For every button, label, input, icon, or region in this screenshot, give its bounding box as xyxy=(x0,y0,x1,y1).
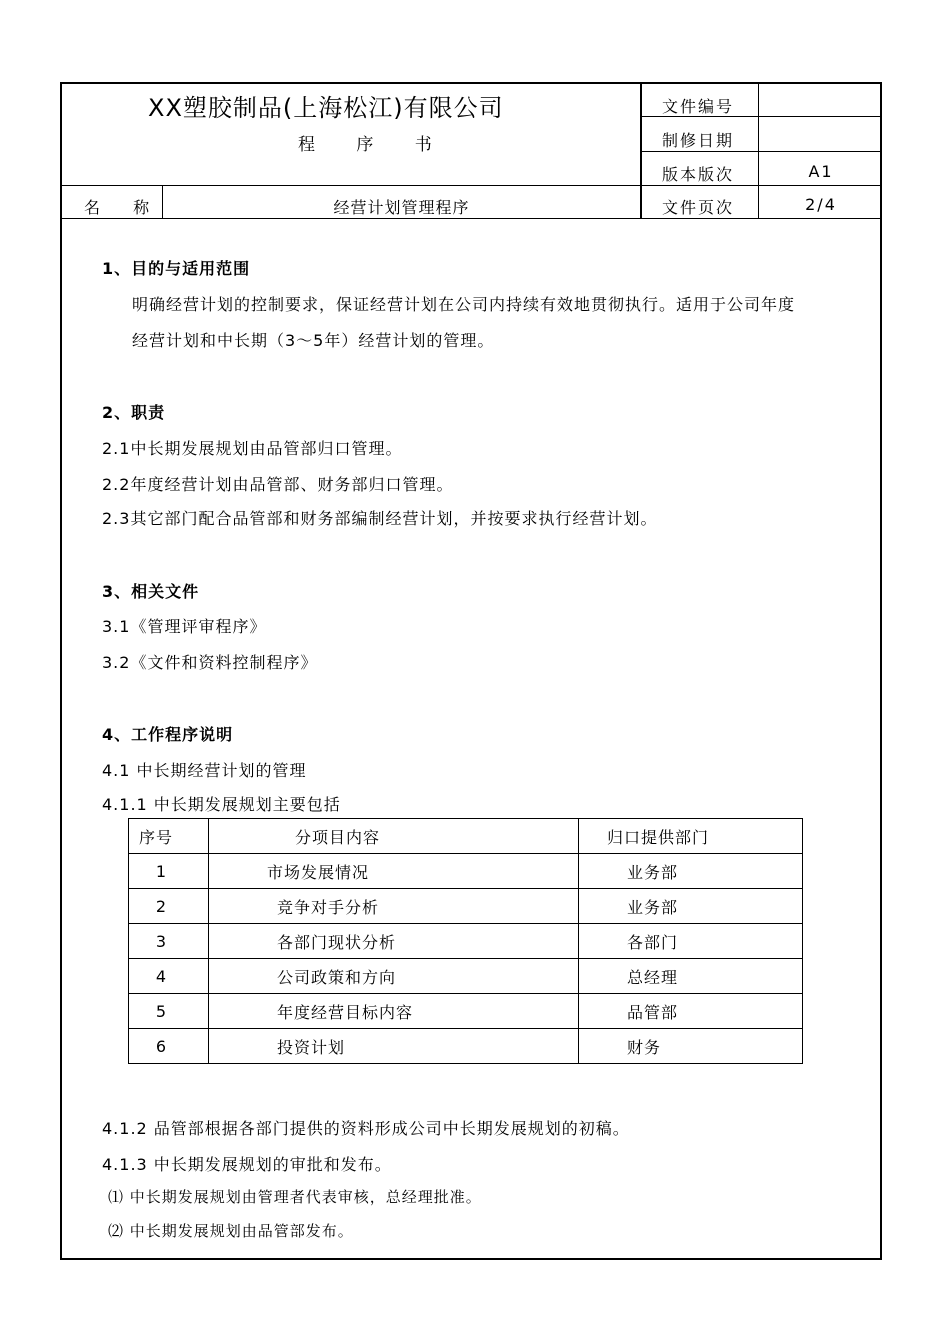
table-cell-department: 财务 xyxy=(579,1029,803,1064)
table-cell-content: 年度经营目标内容 xyxy=(209,994,579,1029)
table-cell-content: 公司政策和方向 xyxy=(209,959,579,994)
list-item: ⑴ 中长期发展规划由管理者代表审核，总经理批准。 xyxy=(108,1188,482,1206)
paragraph: 3.2《文件和资料控制程序》 xyxy=(102,653,318,672)
table-cell-number: 2 xyxy=(129,889,209,924)
table-cell-number: 1 xyxy=(129,854,209,889)
header-row-line xyxy=(642,151,880,152)
name-value: 经营计划管理程序 xyxy=(333,198,470,217)
paragraph: 4.1.2 品管部根据各部门提供的资料形成公司中长期发展规划的初稿。 xyxy=(102,1119,630,1138)
section-title: 1、目的与适用范围 xyxy=(102,259,251,278)
name-label: 名 称 xyxy=(84,198,164,217)
paragraph: 2.3其它部门配合品管部和财务部编制经营计划，并按要求执行经营计划。 xyxy=(102,509,658,528)
table-row xyxy=(129,924,803,959)
table-cell-number: 5 xyxy=(129,994,209,1029)
table-cell-content: 投资计划 xyxy=(209,1029,579,1064)
document-header xyxy=(62,84,880,219)
table-cell-department: 总经理 xyxy=(579,959,803,994)
table-header-cell: 归口提供部门 xyxy=(579,819,803,854)
table-row xyxy=(129,994,803,1029)
table-cell-content: 各部门现状分析 xyxy=(209,924,579,959)
field-label-revision-date: 制修日期 xyxy=(662,131,735,150)
table-row xyxy=(129,889,803,924)
table-row xyxy=(129,854,803,889)
table-header-cell: 分项目内容 xyxy=(209,819,579,854)
paragraph: 明确经营计划的控制要求，保证经营计划在公司内持续有效地贯彻执行。适用于公司年度 xyxy=(132,295,796,314)
table-cell-department: 各部门 xyxy=(579,924,803,959)
table-cell-content: 市场发展情况 xyxy=(209,854,579,889)
paragraph: 4.1 中长期经营计划的管理 xyxy=(102,761,307,780)
document-type: 程 序 书 xyxy=(298,135,450,155)
table-cell-number: 6 xyxy=(129,1029,209,1064)
table-cell-number: 3 xyxy=(129,924,209,959)
plan-items-table xyxy=(128,818,803,1064)
section-title: 2、职责 xyxy=(102,403,166,422)
paragraph: 4.1.3 中长期发展规划的审批和发布。 xyxy=(102,1155,392,1174)
header-row-line xyxy=(62,185,880,186)
table-row xyxy=(129,1029,803,1064)
table-header-cell: 序号 xyxy=(129,819,209,854)
header-bottom-line xyxy=(62,218,880,219)
table-cell-department: 业务部 xyxy=(579,854,803,889)
field-value-page: 2/4 xyxy=(805,195,837,214)
paragraph: 3.1《管理评审程序》 xyxy=(102,617,267,636)
list-item: ⑵ 中长期发展规划由品管部发布。 xyxy=(108,1222,354,1240)
field-value-version: A1 xyxy=(808,162,834,181)
table-cell-department: 业务部 xyxy=(579,889,803,924)
company-name: XX塑胶制品(上海松江)有限公司 xyxy=(148,94,504,122)
section-title: 3、相关文件 xyxy=(102,582,200,601)
field-label-page: 文件页次 xyxy=(662,198,735,217)
table-row xyxy=(129,959,803,994)
paragraph: 4.1.1 中长期发展规划主要包括 xyxy=(102,795,341,814)
field-label-doc-number: 文件编号 xyxy=(662,97,735,116)
table-header-row xyxy=(129,819,803,854)
paragraph: 2.2年度经营计划由品管部、财务部归口管理。 xyxy=(102,475,454,494)
table-cell-number: 4 xyxy=(129,959,209,994)
table-cell-content: 竞争对手分析 xyxy=(209,889,579,924)
table-cell-department: 品管部 xyxy=(579,994,803,1029)
document-frame xyxy=(60,82,882,1260)
paragraph: 经营计划和中长期（3～5年）经营计划的管理。 xyxy=(132,331,495,350)
paragraph: 2.1中长期发展规划由品管部归口管理。 xyxy=(102,439,403,458)
section-title: 4、工作程序说明 xyxy=(102,725,234,744)
field-label-version: 版本版次 xyxy=(662,165,735,184)
